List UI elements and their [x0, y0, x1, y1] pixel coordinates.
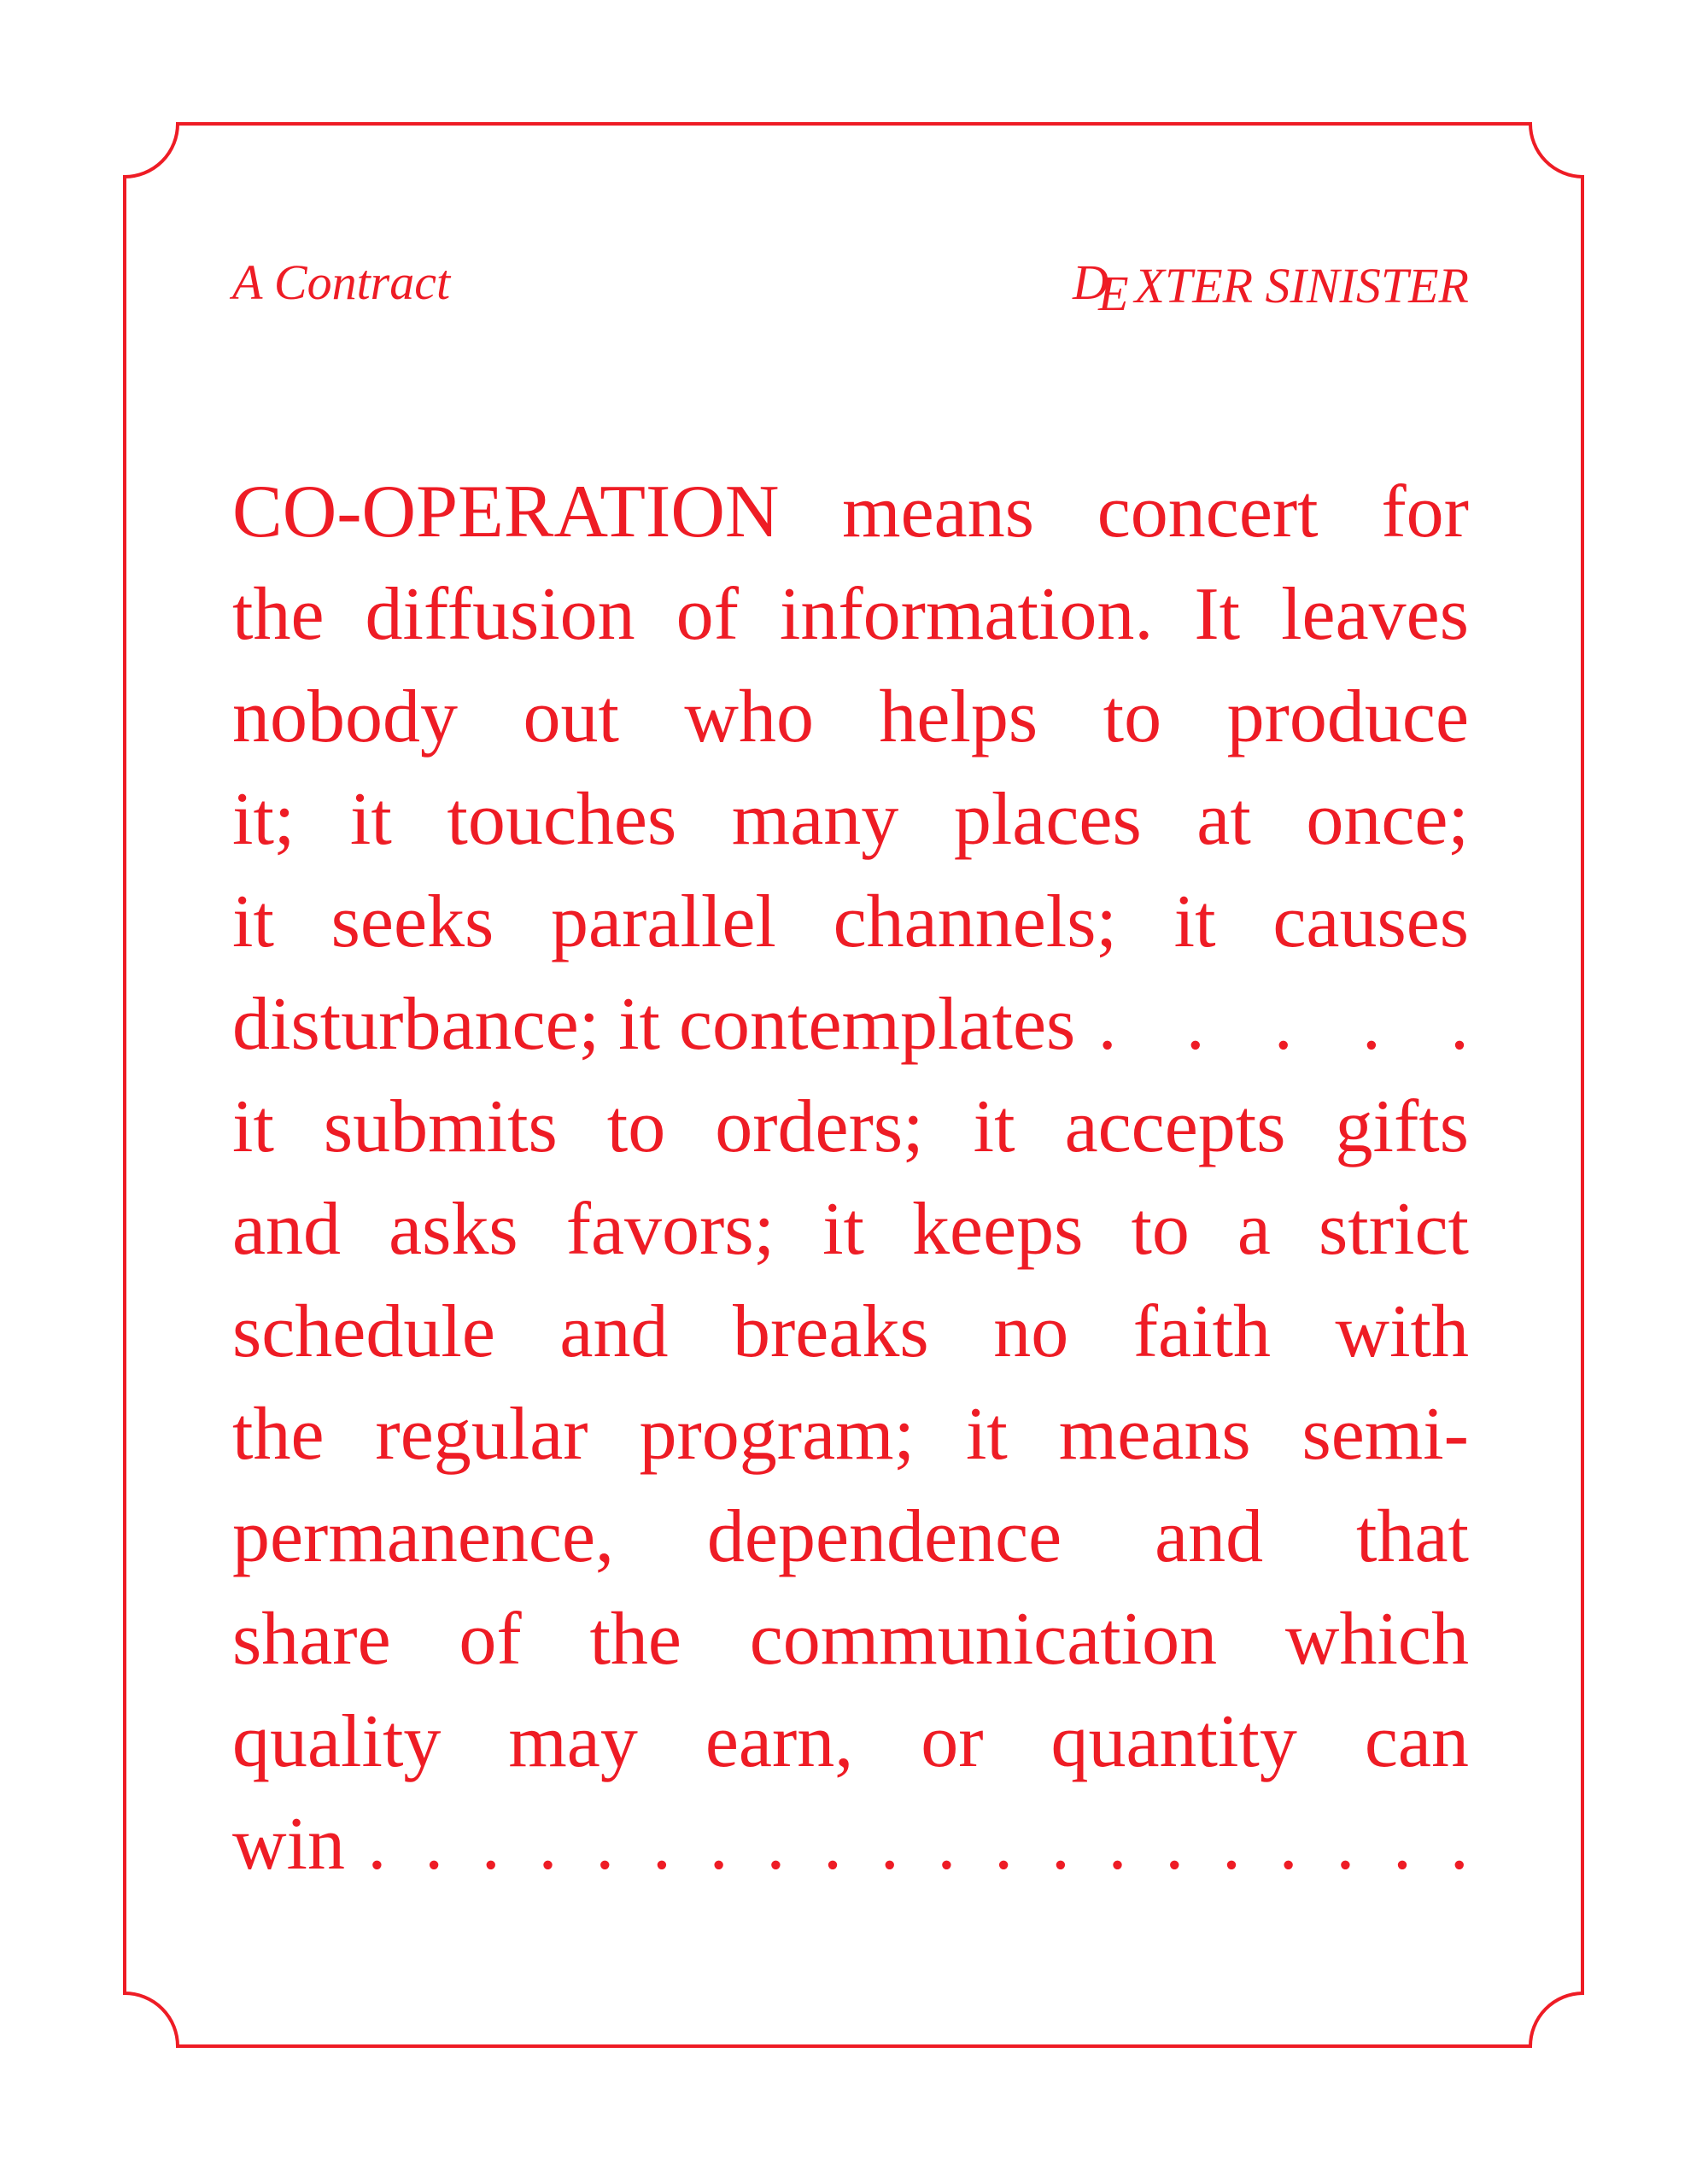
contract-paragraph [232, 461, 1469, 1896]
paragraph-line: it; it touches many places at once; [232, 778, 1469, 861]
paragraph-line: share of the communication which [232, 1598, 1469, 1681]
paragraph-line: schedule and breaks no faith with [232, 1290, 1469, 1373]
logo-letter-e: E [1098, 265, 1129, 321]
logo-text: XTER SINISTER [1134, 258, 1469, 313]
paragraph-line: it seeks parallel channels; it causes [232, 880, 1469, 963]
paragraph-line: the regular program; it means semi- [232, 1393, 1469, 1476]
paragraph-line: win . . . . . . . . . . . . . . . . . . . . [232, 1803, 1469, 1886]
author-logo [1073, 253, 1469, 321]
paragraph-line: permanence, dependence and that [232, 1495, 1469, 1578]
document-title: A Contract [232, 254, 451, 310]
paragraph-line: it submits to orders; it accepts gifts [232, 1085, 1469, 1168]
paragraph-line: and asks favors; it keeps to a strict [232, 1188, 1469, 1271]
paragraph-line: disturbance; it contemplates . . . . . [232, 983, 1469, 1066]
paragraph-line: quality may earn, or quantity can [232, 1700, 1469, 1783]
logo-letter-d: D [1073, 254, 1108, 310]
logo-monogram [1073, 253, 1135, 321]
paragraph-line: CO-OPERATION means concert for [232, 471, 1469, 553]
paragraph-line: the diffusion of information. It leaves [232, 573, 1469, 656]
paragraph-line: nobody out who helps to produce [232, 676, 1469, 758]
